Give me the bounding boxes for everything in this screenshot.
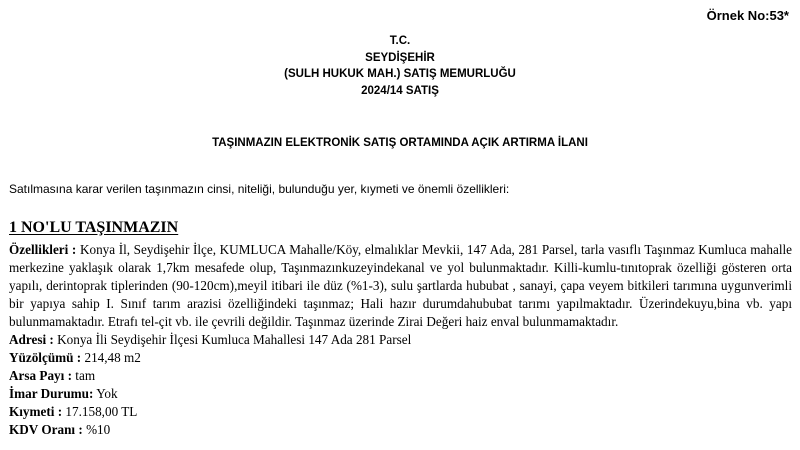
- header-country: T.C.: [389, 35, 411, 47]
- area-label: Yüzölçümü :: [9, 350, 82, 365]
- address-value: Konya İli Seydişehir İlçesi Kumluca Mahallesi 147 Ada 281 Parsel: [57, 332, 412, 347]
- share-row: [9, 367, 792, 385]
- vat-label: KDV Oranı :: [9, 422, 83, 437]
- vat-value: %10: [86, 422, 111, 437]
- zoning-value: Yok: [96, 386, 118, 401]
- area-row: [9, 349, 792, 367]
- area-value: 214,48 m2: [84, 350, 141, 365]
- features-text: Konya İl, Seydişehir İlçe, KUMLUCA Mahalle/Köy, elmalıklar Mevkii, 147 Ada, 281 Parsel, tarla vasıflı Taşınmaz Kumluca mahalle merkezine yaklaşık olarak 1,7km mesafede olup, Taşınmazınkuzeyindekanal ve yol bulunmaktadır. Killi-kumlu-tınıtoprak özelliği gösteren orta yapılı, derintoprak tiplerinden (90-120cm),meyil itibari ile düz (%1-3), sulu şartlarda hububat , sanayi, çapa veyem bitkileri tarımına uygunverimli bir yapıya sahip I. Sınıf tarım arazisi özelliğindeki taşınmaz; Hali hazır durumdahububat tarımı yapılmaktadır. Üzerindekuyu,bina vb. yapı bulunmamaktadır. Etrafı tel-çit vb. ile çevrili değildir. Taşınmaz üzerinde Zirai Değeri haiz enval bulunmamaktadır.: [9, 242, 792, 329]
- address-row: [9, 331, 792, 349]
- document-header: [0, 33, 800, 99]
- zoning-label: İmar Durumu:: [9, 386, 94, 401]
- vat-row: [9, 421, 792, 439]
- share-label: Arsa Payı :: [9, 368, 72, 383]
- notice-title: TAŞINMAZIN ELEKTRONİK SATIŞ ORTAMINDA AÇIK ARTIRMA İLANI: [212, 137, 588, 149]
- property-title: 1 NO'LU TAŞINMAZIN: [9, 219, 179, 236]
- intro-text: Satılmasına karar verilen taşınmazın cinsi, niteliği, bulunduğu yer, kıymeti ve önemli özellikleri:: [9, 182, 510, 196]
- value-amount: 17.158,00 TL: [65, 404, 138, 419]
- value-row: [9, 403, 792, 421]
- features-paragraph: [9, 241, 792, 331]
- zoning-row: [9, 385, 792, 403]
- sample-number: Örnek No:53*: [706, 8, 789, 23]
- header-office: (SULH HUKUK MAH.) SATIŞ MEMURLUĞU: [284, 68, 516, 80]
- header-case-number: 2024/14 SATIŞ: [361, 84, 439, 97]
- value-label: Kıymeti :: [9, 404, 63, 419]
- property-details: [9, 241, 792, 439]
- address-label: Adresi :: [9, 332, 54, 347]
- share-value: tam: [75, 368, 96, 383]
- header-district: SEYDİŞEHİR: [365, 51, 435, 64]
- features-label: Özellikleri :: [9, 242, 77, 257]
